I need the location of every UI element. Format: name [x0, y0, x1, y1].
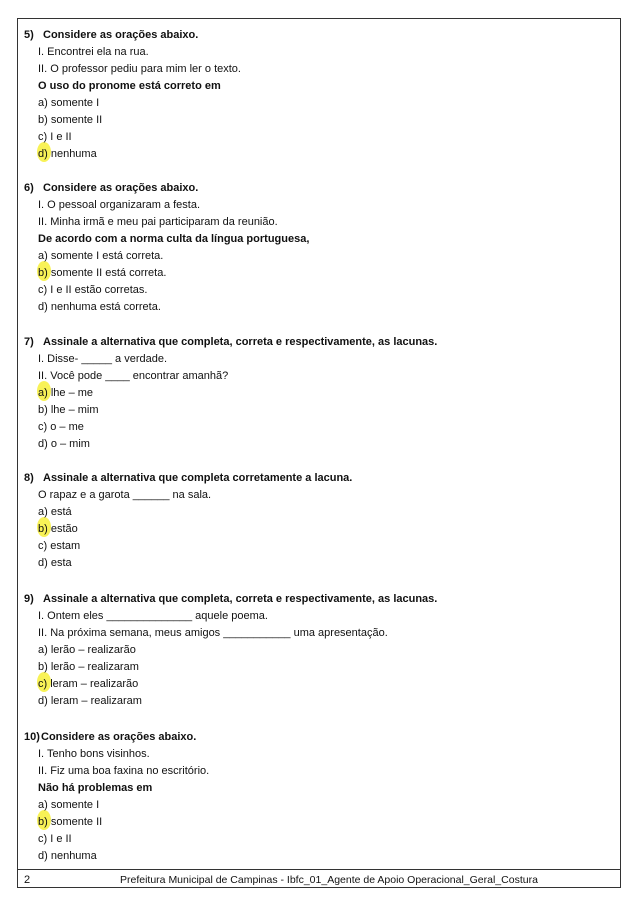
- question-prompt: Considere as orações abaixo.: [43, 182, 199, 194]
- option-b[interactable]: b) somente II: [38, 816, 103, 828]
- option-a[interactable]: a) lhe – me: [38, 387, 94, 399]
- option-c[interactable]: c) leram – realizarão: [38, 678, 139, 690]
- question-number: 9): [24, 593, 34, 605]
- question-prompt: Considere as orações abaixo.: [43, 29, 199, 41]
- option-d[interactable]: d) o – mim: [38, 438, 90, 450]
- option-c[interactable]: c) I e II estão corretas.: [38, 284, 148, 296]
- statement-item: I. Ontem eles ______________ aquele poema.: [38, 610, 268, 622]
- question-prompt: Assinale a alternativa que completa corretamente a lacuna.: [43, 472, 353, 484]
- statement-item: II. Você pode ____ encontrar amanhã?: [38, 370, 229, 382]
- statement-item: II. Fiz uma boa faxina no escritório.: [38, 765, 210, 777]
- question-number: 5): [24, 29, 34, 41]
- statement-item: II. Na próxima semana, meus amigos ___________ uma apresentação.: [38, 627, 388, 639]
- statement-item: O rapaz e a garota ______ na sala.: [38, 489, 212, 501]
- option-b[interactable]: b) somente II: [38, 114, 103, 126]
- question-stem: Não há problemas em: [38, 782, 153, 794]
- question-number: 8): [24, 472, 34, 484]
- option-a[interactable]: a) está: [38, 506, 72, 518]
- option-a[interactable]: a) lerão – realizarão: [38, 644, 136, 656]
- option-c[interactable]: c) estam: [38, 540, 81, 552]
- question-prompt: Considere as orações abaixo.: [41, 731, 197, 743]
- question-stem: O uso do pronome está correto em: [38, 80, 221, 92]
- option-c[interactable]: c) I e II: [38, 833, 72, 845]
- option-d[interactable]: d) leram – realizaram: [38, 695, 142, 707]
- statement-item: I. Disse- _____ a verdade.: [38, 353, 168, 365]
- question-number: 7): [24, 336, 34, 348]
- statement-item: II. Minha irmã e meu pai participaram da reunião.: [38, 216, 278, 228]
- option-b[interactable]: b) lhe – mim: [38, 404, 99, 416]
- option-a[interactable]: a) somente I: [38, 799, 100, 811]
- option-d[interactable]: d) nenhuma: [38, 850, 97, 862]
- question-number: 10): [24, 731, 40, 743]
- statement-item: I. Tenho bons visinhos.: [38, 748, 150, 760]
- footer-divider: [17, 869, 621, 870]
- option-a[interactable]: a) somente I: [38, 97, 100, 109]
- footer-title: Prefeitura Municipal de Campinas - Ibfc_01_Agente de Apoio Operacional_Geral_Costura: [120, 874, 538, 886]
- option-d[interactable]: d) nenhuma: [38, 148, 97, 160]
- option-c[interactable]: c) o – me: [38, 421, 84, 433]
- statement-item: II. O professor pediu para mim ler o texto.: [38, 63, 241, 75]
- question-stem: De acordo com a norma culta da língua portuguesa,: [38, 233, 310, 245]
- option-b[interactable]: b) lerão – realizaram: [38, 661, 139, 673]
- option-d[interactable]: d) esta: [38, 557, 72, 569]
- option-b[interactable]: b) somente II está correta.: [38, 267, 167, 279]
- option-d[interactable]: d) nenhuma está correta.: [38, 301, 161, 313]
- question-prompt: Assinale a alternativa que completa, correta e respectivamente, as lacunas.: [43, 593, 438, 605]
- option-b[interactable]: b) estão: [38, 523, 78, 535]
- statement-item: I. Encontrei ela na rua.: [38, 46, 149, 58]
- option-a[interactable]: a) somente I está correta.: [38, 250, 164, 262]
- statement-item: I. O pessoal organizaram a festa.: [38, 199, 201, 211]
- option-c[interactable]: c) I e II: [38, 131, 72, 143]
- question-prompt: Assinale a alternativa que completa, correta e respectivamente, as lacunas.: [43, 336, 438, 348]
- page-number: 2: [24, 874, 31, 886]
- question-number: 6): [24, 182, 34, 194]
